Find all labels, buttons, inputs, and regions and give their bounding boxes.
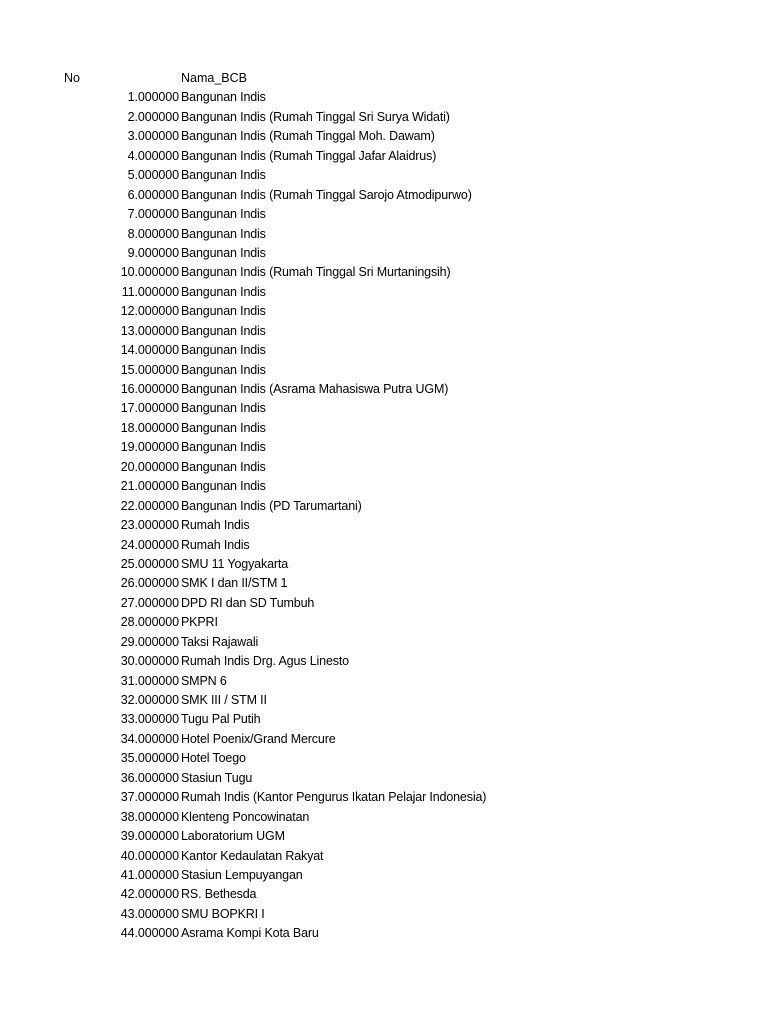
- row-number: 21.000000: [120, 479, 179, 494]
- row-number: 13.000000: [120, 323, 179, 338]
- table-row: [0, 730, 768, 749]
- table-row: [0, 652, 768, 671]
- table-row: [0, 88, 768, 107]
- row-number: 23.000000: [120, 518, 179, 533]
- table-row: [0, 341, 768, 360]
- row-number: 18.000000: [120, 420, 179, 435]
- row-number: 1.000000: [127, 90, 179, 105]
- row-number: 15.000000: [120, 362, 179, 377]
- table-row: [0, 788, 768, 807]
- row-number: 12.000000: [120, 304, 179, 319]
- row-number: 36.000000: [120, 770, 179, 785]
- row-nama-bcb: SMU 11 Yogyakarta: [181, 556, 289, 571]
- table-row: [0, 322, 768, 341]
- table-row: [0, 108, 768, 127]
- table-row: [0, 186, 768, 205]
- table-row: [0, 866, 768, 885]
- table-row: [0, 827, 768, 846]
- table-row: [0, 769, 768, 788]
- row-number: 22.000000: [120, 498, 179, 513]
- table-row: [0, 399, 768, 418]
- table-row: [0, 419, 768, 438]
- row-nama-bcb: Bangunan Indis: [181, 207, 266, 222]
- row-number: 40.000000: [120, 848, 179, 863]
- row-number: 11.000000: [121, 284, 179, 299]
- row-number: 30.000000: [120, 654, 179, 669]
- table-row: [0, 536, 768, 555]
- row-nama-bcb: SMU BOPKRI I: [181, 906, 265, 921]
- table-row: [0, 808, 768, 827]
- table-row: [0, 574, 768, 593]
- row-number: 39.000000: [120, 829, 179, 844]
- row-nama-bcb: Bangunan Indis: [181, 459, 266, 474]
- column-header-no: No: [64, 71, 80, 85]
- table-row: [0, 166, 768, 185]
- row-number: 9.000000: [127, 245, 179, 260]
- column-header-nama-bcb: Nama_BCB: [181, 71, 247, 85]
- row-number: 27.000000: [120, 595, 179, 610]
- row-number: 10.000000: [120, 265, 179, 280]
- row-number: 35.000000: [120, 751, 179, 766]
- row-nama-bcb: SMPN 6: [181, 673, 227, 688]
- row-number: 33.000000: [120, 712, 179, 727]
- row-nama-bcb: DPD RI dan SD Tumbuh: [181, 595, 315, 610]
- table-row: [0, 283, 768, 302]
- row-nama-bcb: Bangunan Indis: [181, 479, 266, 494]
- row-number: 14.000000: [120, 343, 179, 358]
- table-row: [0, 924, 768, 943]
- table-row: [0, 847, 768, 866]
- table-row: [0, 905, 768, 924]
- row-nama-bcb: PKPRI: [181, 615, 218, 630]
- row-nama-bcb: Bangunan Indis (Rumah Tinggal Jafar Alaidrus): [181, 148, 437, 163]
- row-nama-bcb: Laboratorium UGM: [181, 829, 285, 844]
- table-row: [0, 244, 768, 263]
- row-number: 2.000000: [127, 109, 179, 124]
- row-number: 41.000000: [120, 867, 179, 882]
- row-nama-bcb: Bangunan Indis: [181, 440, 266, 455]
- row-nama-bcb: Bangunan Indis: [181, 245, 266, 260]
- table-row: [0, 205, 768, 224]
- row-number: 31.000000: [120, 673, 179, 688]
- row-nama-bcb: Rumah Indis (Kantor Pengurus Ikatan Pelajar Indonesia): [181, 790, 487, 805]
- table-row: [0, 633, 768, 652]
- row-nama-bcb: Stasiun Lempuyangan: [181, 867, 303, 882]
- row-nama-bcb: Bangunan Indis: [181, 420, 266, 435]
- row-nama-bcb: Asrama Kompi Kota Baru: [181, 926, 319, 941]
- row-nama-bcb: Stasiun Tugu: [181, 770, 253, 785]
- table-row: [0, 263, 768, 282]
- table-row: [0, 594, 768, 613]
- row-number: 38.000000: [120, 809, 179, 824]
- row-nama-bcb: Bangunan Indis (Rumah Tinggal Moh. Dawam): [181, 129, 435, 144]
- row-nama-bcb: Bangunan Indis (PD Tarumartani): [181, 498, 362, 513]
- row-number: 43.000000: [120, 906, 179, 921]
- row-nama-bcb: SMK III / STM II: [181, 693, 267, 707]
- row-nama-bcb: Rumah Indis Drg. Agus Linesto: [181, 654, 349, 669]
- row-number: 25.000000: [120, 556, 179, 571]
- table-row: [0, 225, 768, 244]
- table-row: [0, 361, 768, 380]
- row-nama-bcb: SMK I dan II/STM 1: [181, 576, 288, 591]
- row-number: 29.000000: [120, 634, 179, 649]
- table-row: [0, 516, 768, 535]
- row-nama-bcb: Bangunan Indis: [181, 168, 266, 183]
- row-nama-bcb: Klenteng Poncowinatan: [181, 809, 310, 824]
- table-row: [0, 555, 768, 574]
- row-number: 34.000000: [120, 731, 179, 746]
- table-row: [0, 127, 768, 146]
- row-number: 24.000000: [120, 537, 179, 552]
- row-nama-bcb: Rumah Indis: [181, 518, 250, 533]
- row-nama-bcb: Bangunan Indis (Asrama Mahasiswa Putra UGM): [181, 382, 449, 396]
- table-row: [0, 885, 768, 904]
- row-nama-bcb: Bangunan Indis: [181, 343, 266, 358]
- header-row: [0, 69, 768, 88]
- table-row: [0, 147, 768, 166]
- row-nama-bcb: Hotel Toego: [181, 751, 246, 766]
- table-row: [0, 710, 768, 729]
- row-nama-bcb: Bangunan Indis: [181, 284, 266, 299]
- spreadsheet-table: [0, 69, 768, 944]
- row-nama-bcb: Bangunan Indis: [181, 226, 266, 241]
- table-row: [0, 613, 768, 632]
- table-row: [0, 477, 768, 496]
- row-nama-bcb: Bangunan Indis (Rumah Tinggal Sri Surya Widati): [181, 109, 450, 124]
- row-nama-bcb: Hotel Poenix/Grand Mercure: [181, 731, 336, 746]
- row-number: 3.000000: [127, 129, 179, 144]
- row-nama-bcb: Bangunan Indis: [181, 304, 266, 319]
- row-nama-bcb: Kantor Kedaulatan Rakyat: [181, 848, 324, 863]
- row-nama-bcb: Bangunan Indis (Rumah Tinggal Sarojo Atmodipurwo): [181, 187, 472, 202]
- table-row: [0, 438, 768, 457]
- row-nama-bcb: Bangunan Indis (Rumah Tinggal Sri Murtaningsih): [181, 265, 451, 280]
- table-body: [0, 88, 768, 943]
- row-number: 26.000000: [120, 576, 179, 591]
- table-row: [0, 458, 768, 477]
- row-number: 42.000000: [120, 887, 179, 902]
- table-row: [0, 749, 768, 768]
- row-number: 8.000000: [127, 226, 179, 241]
- table-row: [0, 302, 768, 321]
- row-nama-bcb: RS. Bethesda: [181, 887, 257, 902]
- row-number: 17.000000: [120, 401, 179, 416]
- row-number: 5.000000: [127, 168, 179, 183]
- row-number: 28.000000: [120, 615, 179, 630]
- row-nama-bcb: Rumah Indis: [181, 537, 250, 552]
- row-number: 6.000000: [127, 187, 179, 202]
- row-number: 16.000000: [120, 382, 179, 396]
- row-nama-bcb: Bangunan Indis: [181, 323, 266, 338]
- row-number: 7.000000: [127, 207, 179, 222]
- table-row: [0, 672, 768, 691]
- row-nama-bcb: Bangunan Indis: [181, 90, 266, 105]
- row-number: 44.000000: [120, 926, 179, 941]
- row-number: 32.000000: [120, 693, 179, 707]
- row-nama-bcb: Bangunan Indis: [181, 401, 266, 416]
- row-nama-bcb: Bangunan Indis: [181, 362, 266, 377]
- row-number: 4.000000: [127, 148, 179, 163]
- row-number: 20.000000: [120, 459, 179, 474]
- row-nama-bcb: Tugu Pal Putih: [181, 712, 261, 727]
- row-number: 37.000000: [120, 790, 179, 805]
- row-nama-bcb: Taksi Rajawali: [181, 634, 259, 649]
- table-row: [0, 380, 768, 399]
- table-row: [0, 497, 768, 516]
- row-number: 19.000000: [120, 440, 179, 455]
- table-row: [0, 691, 768, 710]
